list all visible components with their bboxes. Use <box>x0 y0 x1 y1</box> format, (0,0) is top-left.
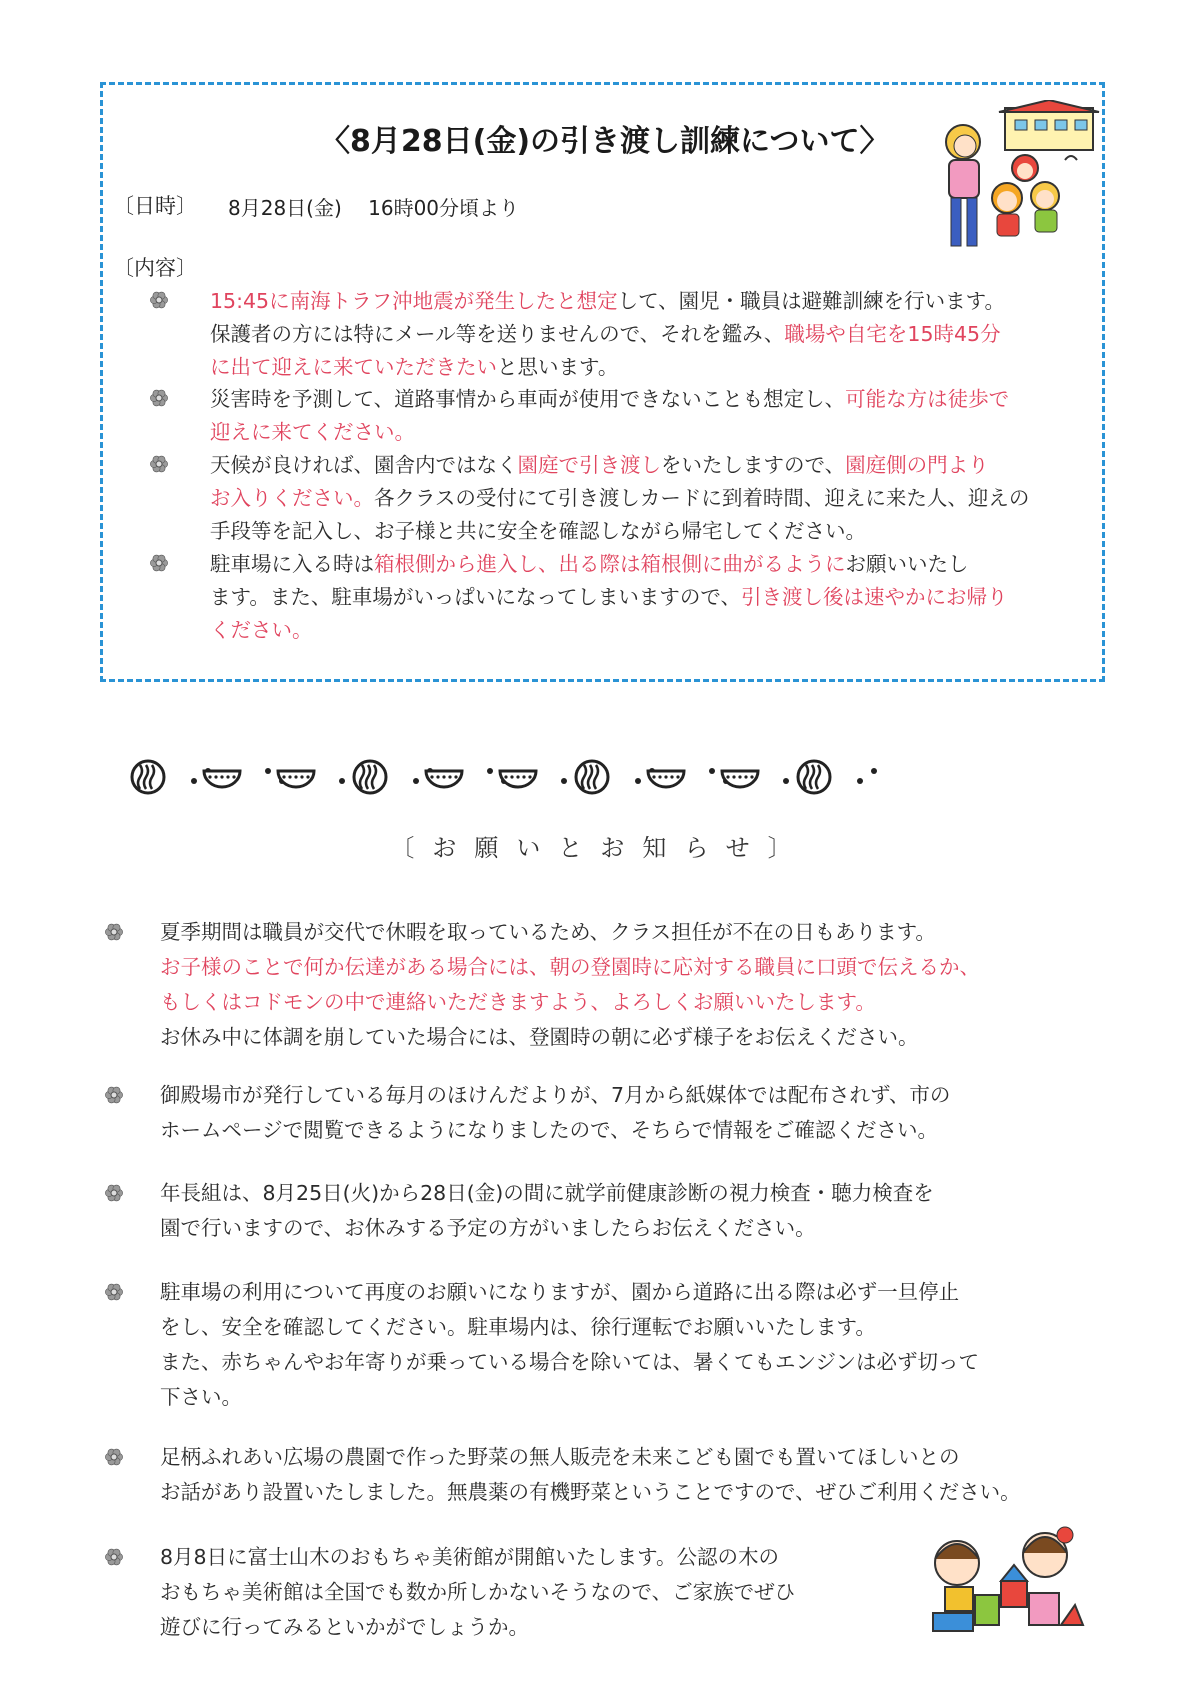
text-line <box>210 383 1090 416</box>
drill-title: 〈8月28日(金)の引き渡し訓練について〉 <box>320 124 890 159</box>
notice-text <box>160 915 1095 1055</box>
body-text: ホームページで閲覧できるようになりましたので、そちらで情報をご確認ください。 <box>160 1118 938 1142</box>
datetime-label: 〔日時〕 <box>113 194 197 218</box>
body-text: 駐車場の利用について再度のお願いになりますが、園から道路に出る際は必ず一旦停止 <box>160 1280 960 1304</box>
highlight-text: お子様のことで何か伝達がある場合には、朝の登園時に応対する職員に口頭で伝えるか、 <box>160 955 980 979</box>
body-text: 各クラスの受付にて引き渡しカードに到着時間、迎えに来た人、迎えの <box>374 486 1030 510</box>
bullet <box>105 1086 123 1108</box>
text-line <box>210 285 1090 318</box>
text-line <box>160 1345 1095 1380</box>
dot <box>783 778 789 784</box>
dot <box>413 778 419 784</box>
text-line <box>210 318 1090 351</box>
dot <box>709 768 715 774</box>
text-line <box>160 950 1095 985</box>
flower-bullet-icon <box>150 291 168 309</box>
watermelon-slice-icon <box>426 771 462 787</box>
watermelon-icon <box>132 761 164 793</box>
text-line <box>160 1020 1095 1055</box>
dot <box>871 768 877 774</box>
body-text: お休み中に体調を崩していた場合には、登園時の朝に必ず様子をお伝えください。 <box>160 1025 919 1049</box>
bullet <box>105 1283 123 1305</box>
watermelon-icon <box>576 761 608 793</box>
toys-illustration <box>925 1525 1085 1640</box>
body-text: 天候が良ければ、園舎内ではなく <box>210 453 518 477</box>
highlight-text: 園庭で引き渡し <box>517 453 661 477</box>
bullet <box>150 455 168 477</box>
body-text: 手段等を記入し、お子様と共に安全を確認しながら帰宅してください。 <box>210 519 866 543</box>
watermelon-slice-icon <box>648 771 684 787</box>
flower-bullet-icon <box>105 1184 123 1202</box>
text-line <box>210 449 1090 482</box>
body-text: 年長組は、8月25日(火)から28日(金)の間に就学前健康診断の視力検査・聴力検査を <box>160 1181 934 1205</box>
text-line <box>160 1211 1095 1246</box>
body-text: をし、安全を確認してください。駐車場内は、徐行運転でお願いいたします。 <box>160 1315 876 1339</box>
watermelon-icon <box>798 761 830 793</box>
flower-bullet-icon <box>105 1283 123 1301</box>
highlight-text: お入りください。 <box>210 486 374 510</box>
body-text: おもちゃ美術館は全国でも数か所しかないそうなので、ご家族でぜひ <box>160 1580 796 1604</box>
dot <box>487 768 493 774</box>
dot <box>857 778 863 784</box>
flower-bullet-icon <box>150 389 168 407</box>
body-text: 遊びに行ってみるといかがでしょうか。 <box>160 1615 529 1639</box>
bullet <box>105 1448 123 1470</box>
body-text: 8月8日に富士山木のおもちゃ美術館が開館いたします。公認の木の <box>160 1545 779 1569</box>
highlight-text: 15:45に南海トラフ沖地震が発生したと想定 <box>210 289 618 313</box>
text-line <box>210 548 1090 581</box>
flower-bullet-icon <box>105 923 123 941</box>
text-line <box>160 1475 1095 1510</box>
text-line <box>160 1113 1095 1148</box>
text-line <box>210 416 1090 449</box>
body-text: お願いいたし <box>845 552 969 576</box>
highlight-text: 可能な方は徒歩で <box>845 387 1010 411</box>
watermelon-slice-icon <box>722 771 758 787</box>
text-line <box>210 351 1090 384</box>
flower-bullet-icon <box>150 554 168 572</box>
text-line <box>210 614 1090 647</box>
bullet <box>150 389 168 411</box>
flower-bullet-icon <box>105 1548 123 1566</box>
highlight-text: 職場や自宅を15時45分 <box>784 322 1001 346</box>
body-text: 足柄ふれあい広場の農園で作った野菜の無人販売を未来こども園でも置いてほしいとの <box>160 1445 960 1469</box>
flower-bullet-icon <box>105 1448 123 1466</box>
text-line <box>160 1275 1095 1310</box>
dot <box>561 778 567 784</box>
highlight-text: 箱根側から進入し、出る際は箱根側に曲がるように <box>374 552 846 576</box>
text-line <box>210 482 1090 515</box>
drill-text <box>210 449 1090 548</box>
text-line <box>160 1380 1095 1415</box>
body-text: 駐車場に入る時は <box>210 552 374 576</box>
drill-text <box>210 285 1090 384</box>
bullet <box>105 1548 123 1570</box>
text-line <box>160 1176 1095 1211</box>
watermelon-slice-icon <box>500 771 536 787</box>
body-text: 下さい。 <box>160 1385 242 1409</box>
bullet <box>150 291 168 313</box>
notice-text <box>160 1176 1095 1246</box>
notice-text <box>160 1440 1095 1510</box>
body-text: と思います。 <box>497 355 619 379</box>
highlight-text: 園庭側の門より <box>845 453 989 477</box>
text-line <box>160 1440 1095 1475</box>
bullet <box>105 923 123 945</box>
body-text: 園で行いますので、お休みする予定の方がいましたらお伝えください。 <box>160 1216 816 1240</box>
flower-bullet-icon <box>150 455 168 473</box>
text-line <box>160 1078 1095 1113</box>
notice-text <box>160 1275 1095 1415</box>
text-line <box>160 1310 1095 1345</box>
highlight-text: に出て迎えに来ていただきたい <box>210 355 497 379</box>
text-line <box>210 515 1090 548</box>
content-label: 〔内容〕 <box>113 256 197 280</box>
dot <box>191 778 197 784</box>
body-text: 夏季期間は職員が交代で休暇を取っているため、クラス担任が不在の日もあります。 <box>160 920 936 944</box>
flower-bullet-icon <box>105 1086 123 1104</box>
text-line <box>210 581 1090 614</box>
highlight-text: 迎えに来てください。 <box>210 420 415 444</box>
notice-title: 〔お願いとお知らせ〕 <box>390 834 810 862</box>
text-line <box>160 915 1095 950</box>
body-text: して、園児・職員は避難訓練を行います。 <box>617 289 1006 313</box>
text-line <box>160 985 1095 1020</box>
body-text: また、赤ちゃんやお年寄りが乗っている場合を除いては、暑くてもエンジンは必ず切って <box>160 1350 979 1374</box>
datetime-value: 8月28日(金) 16時00分頃より <box>228 196 520 220</box>
notice-text <box>160 1078 1095 1148</box>
highlight-text: ください。 <box>210 618 313 642</box>
dot <box>635 778 641 784</box>
highlight-text: 引き渡し後は速やかにお帰り <box>740 585 1008 609</box>
body-text: 保護者の方には特にメール等を送りませんので、それを鑑み、 <box>210 322 785 346</box>
drill-text <box>210 383 1090 449</box>
watermelon-divider <box>130 757 1010 797</box>
drill-text <box>210 548 1090 647</box>
kids-illustration <box>935 100 1100 260</box>
body-text: ます。また、駐車場がいっぱいになってしまいますので、 <box>210 585 741 609</box>
body-text: をいたしますので、 <box>661 453 846 477</box>
bullet <box>105 1184 123 1206</box>
body-text: 災害時を予測して、道路事情から車両が使用できないことも想定し、 <box>210 387 846 411</box>
bullet <box>150 554 168 576</box>
watermelon-slice-icon <box>204 771 240 787</box>
highlight-text: もしくはコドモンの中で連絡いただきますよう、よろしくお願いいたします。 <box>160 990 876 1014</box>
dot <box>339 778 345 784</box>
watermelon-slice-icon <box>278 771 314 787</box>
watermelon-icon <box>354 761 386 793</box>
body-text: 御殿場市が発行している毎月のほけんだよりが、7月から紙媒体では配布されず、市の <box>160 1083 951 1107</box>
dot <box>265 768 271 774</box>
body-text: お話があり設置いたしました。無農薬の有機野菜ということですので、ぜひご利用ください。 <box>160 1480 1021 1504</box>
